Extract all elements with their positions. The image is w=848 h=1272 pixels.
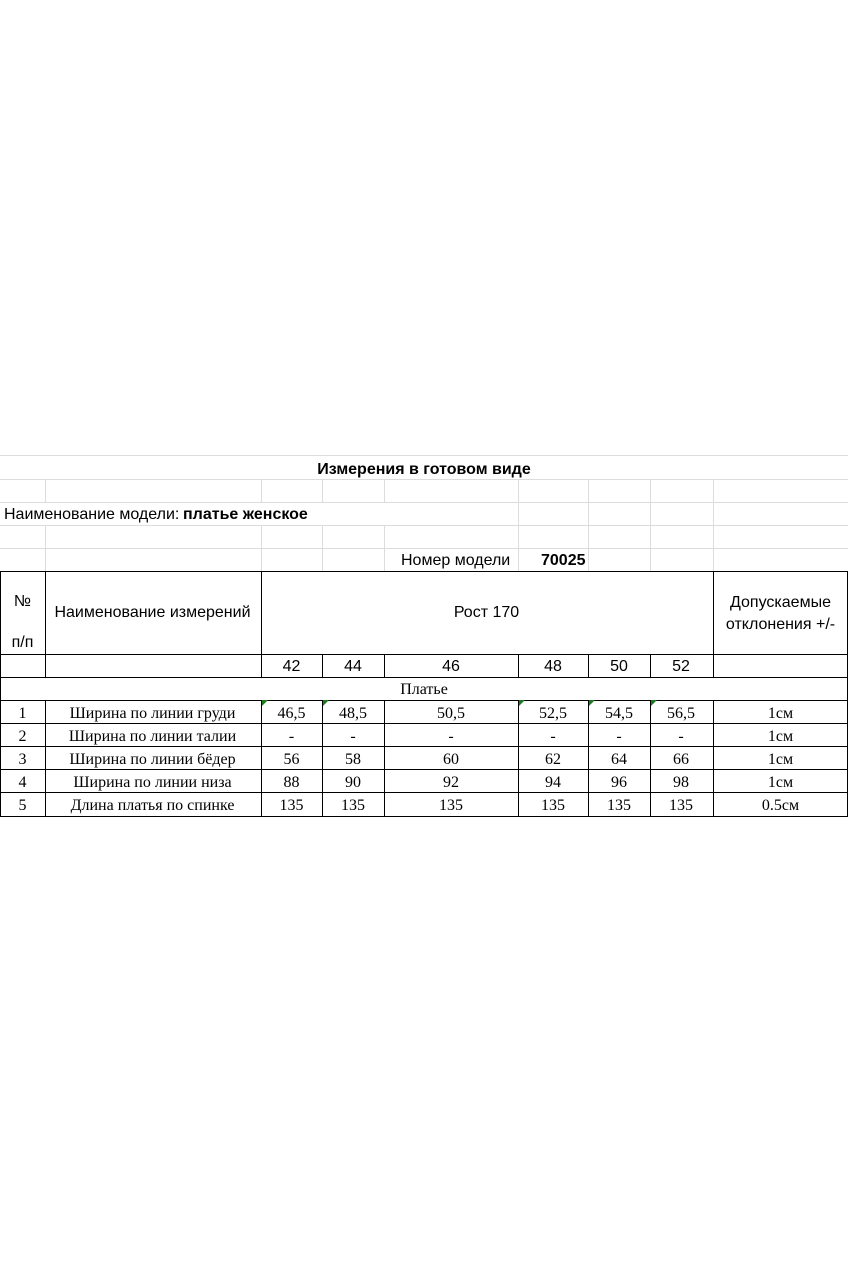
row-value: -	[678, 728, 684, 745]
row-value: -	[288, 728, 295, 745]
gridline	[588, 502, 589, 525]
gridline	[650, 548, 651, 571]
row-value: 92	[443, 774, 459, 791]
table-border	[0, 700, 848, 701]
table-border	[45, 654, 261, 655]
gridline	[384, 479, 385, 502]
row-value: 62	[545, 751, 561, 768]
gridline	[322, 525, 323, 548]
row-value: 94	[545, 774, 561, 791]
gridline	[650, 525, 651, 548]
gridline	[45, 525, 46, 548]
gridline	[322, 548, 323, 571]
cell-marker-icon	[323, 700, 329, 706]
gridline	[713, 479, 714, 502]
row-value: 56	[283, 751, 300, 768]
row-name: Ширина по линии талии	[68, 728, 237, 745]
size-cell: 50	[610, 658, 628, 675]
row-value: 88	[283, 774, 300, 791]
table-border	[0, 816, 848, 817]
size-cell: 46	[442, 658, 460, 675]
row-name: Ширина по линии низа	[73, 774, 232, 791]
gridline	[384, 525, 385, 548]
row-num: 3	[18, 751, 27, 768]
row-value: 135	[439, 797, 463, 814]
gridline	[588, 525, 589, 548]
gridline	[588, 479, 589, 502]
header-num-sub: п/п	[11, 634, 34, 651]
table-border	[0, 792, 848, 793]
gridline	[322, 479, 323, 502]
table-border	[0, 769, 848, 770]
model-name-value: платье женское	[183, 506, 308, 523]
row-value: -	[350, 728, 356, 745]
model-number-value: 70025	[541, 552, 586, 569]
header-height: Рост 170	[453, 604, 520, 621]
row-value: 52,5	[539, 705, 567, 722]
header-tolerance-line1: Допускаемые	[730, 594, 831, 611]
gridline	[713, 525, 714, 548]
cell-marker-icon	[589, 700, 595, 706]
table-border	[45, 571, 46, 677]
row-value: 46,5	[277, 705, 306, 722]
row-value: 135	[541, 797, 565, 814]
gridline	[713, 548, 714, 571]
gridline	[588, 548, 589, 571]
table-border	[0, 571, 1, 677]
row-tolerance: 0.5см	[761, 797, 800, 814]
model-number-label: Номер модели	[401, 552, 511, 569]
size-cell: 44	[344, 658, 362, 675]
size-cell: 48	[544, 658, 562, 675]
row-value: 48,5	[339, 705, 367, 722]
row-name: Длина платья по спинке	[70, 797, 235, 814]
row-value: 54,5	[605, 705, 633, 722]
gridline	[261, 525, 262, 548]
row-value: 135	[607, 797, 631, 814]
table-border	[0, 723, 848, 724]
section-label: Платье	[400, 681, 448, 698]
row-tolerance: 1см	[767, 774, 794, 791]
row-value: 135	[341, 797, 365, 814]
row-value: 90	[345, 774, 361, 791]
row-num: 1	[18, 705, 27, 722]
row-value: 58	[345, 751, 361, 768]
gridline	[384, 548, 385, 571]
header-tolerance-line2: отклонения +/-	[725, 616, 836, 633]
table-border	[0, 571, 848, 572]
gridline	[0, 455, 848, 456]
row-value: -	[616, 728, 622, 745]
cell-marker-icon	[519, 700, 525, 706]
gridline	[650, 502, 651, 525]
table-border	[0, 677, 848, 678]
row-value: 96	[611, 774, 627, 791]
size-cell: 52	[672, 658, 690, 675]
gridline	[713, 502, 714, 525]
row-name: Ширина по линии бёдер	[69, 751, 236, 768]
cell-marker-icon	[262, 700, 268, 706]
row-value: 135	[669, 797, 693, 814]
table-border	[0, 654, 45, 655]
gridline	[0, 502, 848, 503]
gridline	[0, 548, 848, 549]
row-value: -	[550, 728, 556, 745]
gridline	[45, 548, 46, 571]
header-num: №	[13, 593, 32, 610]
cell-marker-icon	[651, 700, 657, 706]
gridline	[518, 502, 519, 525]
gridline	[0, 525, 848, 526]
row-value: 66	[673, 751, 689, 768]
measurement-sheet	[0, 455, 848, 817]
row-value: 50,5	[437, 705, 465, 722]
row-num: 2	[18, 728, 27, 745]
row-value: 98	[673, 774, 689, 791]
row-num: 4	[18, 774, 27, 791]
row-value: 64	[611, 751, 627, 768]
gridline	[518, 479, 519, 502]
row-value: 56,5	[667, 705, 695, 722]
gridline	[650, 479, 651, 502]
row-value: -	[448, 728, 454, 745]
sheet-title: Измерения в готовом виде	[317, 461, 531, 478]
gridline	[261, 479, 262, 502]
header-measure-name: Наименование измерений	[54, 604, 251, 621]
gridline	[261, 548, 262, 571]
row-num: 5	[18, 797, 27, 814]
row-tolerance: 1см	[767, 751, 794, 768]
row-value: 60	[443, 751, 459, 768]
table-border	[0, 746, 848, 747]
row-tolerance: 1см	[767, 705, 794, 722]
size-cell: 42	[282, 658, 301, 675]
gridline	[518, 525, 519, 548]
row-name: Ширина по линии груди	[69, 705, 236, 722]
row-value: 135	[279, 797, 304, 814]
row-tolerance: 1см	[767, 728, 794, 745]
gridline	[518, 548, 519, 571]
table-border	[261, 654, 848, 655]
gridline	[45, 479, 46, 502]
gridline	[0, 479, 848, 480]
model-name-label: Наименование модели:	[4, 506, 180, 523]
